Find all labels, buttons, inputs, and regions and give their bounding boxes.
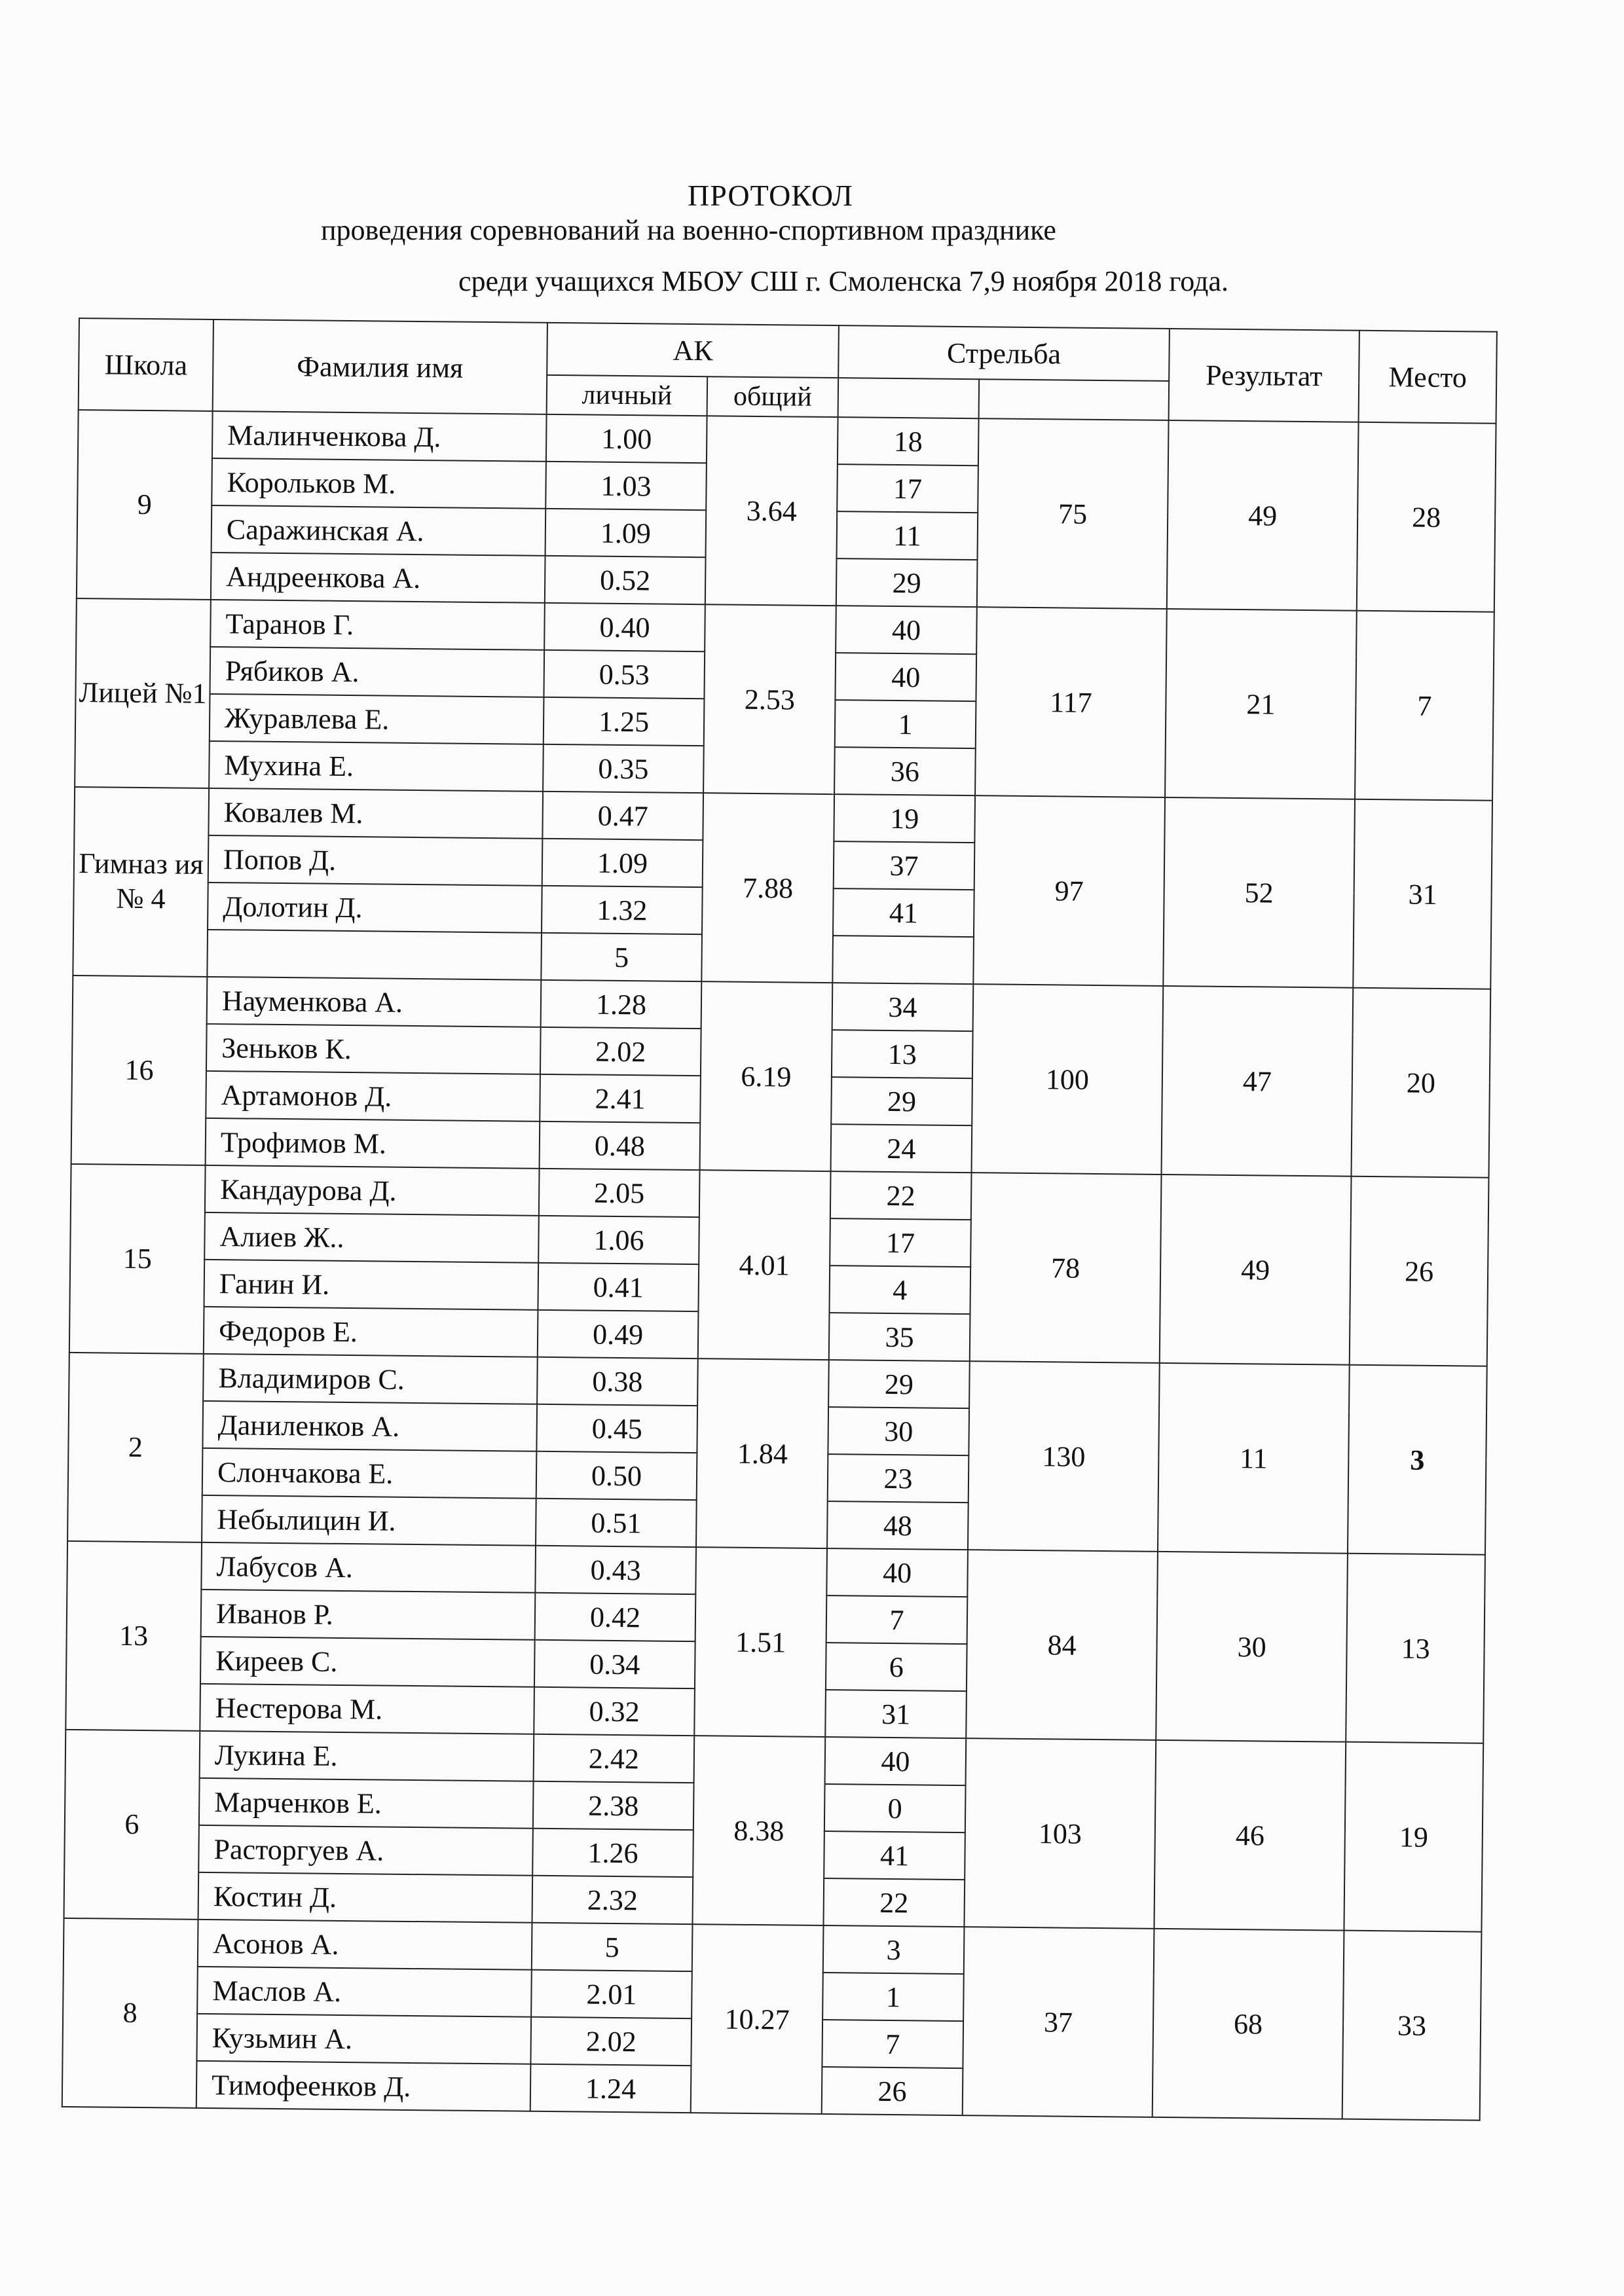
participant-name: Кандаурова Д. bbox=[205, 1165, 540, 1216]
shooting-personal-value: 11 bbox=[837, 511, 978, 560]
participant-name bbox=[207, 930, 542, 980]
shooting-personal-value: 29 bbox=[831, 1077, 972, 1125]
shooting-personal-value: 29 bbox=[836, 558, 978, 607]
ak-total-value: 1.84 bbox=[696, 1358, 829, 1548]
header-school: Школа bbox=[79, 318, 213, 411]
place-value: 26 bbox=[1350, 1176, 1489, 1366]
shooting-personal-value: 40 bbox=[835, 653, 976, 701]
shooting-personal-value: 13 bbox=[832, 1030, 973, 1078]
participant-name: Киреев С. bbox=[200, 1637, 535, 1687]
ak-personal-value: 1.03 bbox=[545, 462, 707, 510]
participant-name: Костин Д. bbox=[198, 1872, 533, 1923]
ak-personal-value: 1.09 bbox=[545, 509, 707, 557]
results-table-body bbox=[62, 410, 1496, 2121]
shooting-personal-value: 40 bbox=[825, 1737, 967, 1785]
ak-personal-value: 0.35 bbox=[543, 744, 704, 793]
ak-total-value: 10.27 bbox=[691, 1924, 824, 2114]
shooting-personal-value: 41 bbox=[824, 1831, 965, 1880]
ak-personal-value: 1.25 bbox=[544, 697, 705, 746]
shooting-personal-value: 35 bbox=[829, 1313, 970, 1361]
school-cell: Лицей №1 bbox=[75, 598, 211, 788]
ak-personal-value: 0.52 bbox=[545, 556, 706, 604]
school-cell: 16 bbox=[71, 975, 208, 1165]
participant-name: Попов Д. bbox=[208, 835, 543, 886]
shooting-personal-value: 30 bbox=[828, 1407, 969, 1455]
participant-name: Небылицин И. bbox=[202, 1495, 536, 1546]
school-cell: 9 bbox=[77, 410, 213, 600]
participant-name: Марченков Е. bbox=[199, 1778, 534, 1829]
ak-total-value: 4.01 bbox=[698, 1170, 831, 1360]
ak-personal-value: 1.28 bbox=[541, 980, 702, 1029]
ak-personal-value: 0.47 bbox=[542, 792, 703, 840]
ak-personal-value: 1.32 bbox=[542, 886, 703, 934]
place-value: 19 bbox=[1344, 1742, 1483, 1932]
shooting-total-value: 130 bbox=[968, 1361, 1160, 1552]
participant-name: Журавлева Е. bbox=[210, 694, 544, 744]
shooting-personal-value: 40 bbox=[826, 1548, 968, 1597]
ak-personal-value: 0.41 bbox=[538, 1263, 699, 1311]
shooting-personal-value bbox=[832, 936, 974, 984]
shooting-personal-value: 37 bbox=[834, 841, 975, 890]
ak-personal-value: 2.41 bbox=[540, 1074, 701, 1123]
shooting-personal-value: 17 bbox=[830, 1218, 971, 1267]
result-value: 46 bbox=[1154, 1740, 1346, 1931]
header-name: Фамилия имя bbox=[213, 319, 547, 414]
shooting-personal-value: 1 bbox=[835, 700, 976, 748]
participant-name: Владимиров С. bbox=[203, 1354, 538, 1404]
participant-name: Слончакова Е. bbox=[202, 1448, 537, 1499]
ak-personal-value: 0.51 bbox=[536, 1499, 697, 1547]
shooting-personal-value: 3 bbox=[823, 1925, 965, 1974]
ak-personal-value: 0.32 bbox=[534, 1687, 695, 1736]
participant-name: Науменкова А. bbox=[207, 977, 542, 1027]
shooting-personal-value: 17 bbox=[837, 464, 978, 513]
ak-personal-value: 0.45 bbox=[536, 1404, 697, 1453]
participant-name: Таранов Г. bbox=[210, 600, 545, 650]
shooting-personal-value: 6 bbox=[826, 1643, 967, 1691]
participant-name: Рябиков А. bbox=[210, 647, 544, 697]
result-value: 68 bbox=[1153, 1929, 1344, 2119]
shooting-personal-value: 0 bbox=[824, 1784, 966, 1832]
participant-name: Мухина Е. bbox=[209, 741, 544, 792]
participant-name: Лабусов А. bbox=[201, 1542, 536, 1593]
participant-name: Тимофеенков Д. bbox=[196, 2061, 531, 2111]
document-subtitle-line2: среди учащихся МБОУ СШ г. Смоленска 7,9 ноября 2018 года. bbox=[458, 265, 1228, 297]
participant-name: Зеньков К. bbox=[206, 1024, 541, 1074]
participant-name: Маслов А. bbox=[197, 1967, 532, 2017]
header-ak-total: общий bbox=[707, 376, 839, 417]
ak-total-value: 8.38 bbox=[692, 1736, 825, 1925]
ak-personal-value: 2.02 bbox=[540, 1027, 701, 1076]
ak-personal-value: 2.05 bbox=[539, 1169, 700, 1217]
participant-name: Саражинская А. bbox=[212, 505, 546, 556]
shooting-total-value: 84 bbox=[966, 1550, 1158, 1740]
place-value: 33 bbox=[1342, 1931, 1482, 2121]
shooting-personal-value: 1 bbox=[822, 1973, 964, 2021]
participant-name: Даниленков А. bbox=[202, 1401, 537, 1451]
place-value: 7 bbox=[1355, 611, 1494, 801]
participant-name: Ганин И. bbox=[204, 1260, 539, 1310]
shooting-total-value: 100 bbox=[972, 984, 1164, 1175]
ak-personal-value: 2.02 bbox=[530, 2017, 692, 2066]
ak-personal-value: 0.38 bbox=[537, 1357, 698, 1406]
school-cell: 13 bbox=[65, 1541, 202, 1731]
result-value: 49 bbox=[1167, 420, 1359, 611]
ak-personal-value: 0.40 bbox=[544, 603, 705, 651]
participant-name: Алиев Ж.. bbox=[204, 1212, 539, 1263]
document-title: ПРОТОКОЛ bbox=[688, 179, 853, 212]
participant-name: Асонов А. bbox=[198, 1920, 532, 1970]
school-cell: 15 bbox=[69, 1164, 206, 1354]
shooting-total-value: 75 bbox=[977, 418, 1169, 609]
school-cell: 2 bbox=[67, 1353, 204, 1542]
shooting-personal-value: 31 bbox=[825, 1690, 967, 1738]
ak-total-value: 1.51 bbox=[694, 1547, 827, 1737]
shooting-personal-value: 41 bbox=[833, 888, 974, 937]
shooting-total-value: 103 bbox=[964, 1738, 1156, 1929]
ak-personal-value: 1.06 bbox=[538, 1216, 699, 1264]
shooting-personal-value: 22 bbox=[830, 1171, 972, 1220]
ak-personal-value: 1.00 bbox=[546, 414, 707, 463]
ak-personal-value: 0.34 bbox=[534, 1640, 695, 1688]
results-table bbox=[62, 318, 1498, 2121]
participant-name: Иванов Р. bbox=[201, 1590, 536, 1640]
place-value: 31 bbox=[1353, 799, 1492, 989]
ak-personal-value: 2.01 bbox=[531, 1970, 692, 2018]
result-value: 52 bbox=[1163, 797, 1355, 988]
ak-personal-value: 5 bbox=[541, 933, 702, 981]
shooting-personal-value: 4 bbox=[829, 1266, 970, 1314]
ak-personal-value: 0.42 bbox=[535, 1593, 696, 1641]
ak-personal-value: 2.32 bbox=[532, 1876, 693, 1924]
place-value: 20 bbox=[1352, 988, 1491, 1178]
ak-personal-value: 0.50 bbox=[536, 1451, 697, 1500]
participant-name: Долотин Д. bbox=[208, 883, 542, 933]
school-cell: 6 bbox=[64, 1730, 200, 1920]
participant-name: Расторгуев А. bbox=[198, 1825, 533, 1876]
shooting-personal-value: 19 bbox=[834, 794, 975, 843]
participant-name: Лукина Е. bbox=[200, 1731, 534, 1781]
ak-total-value: 2.53 bbox=[703, 604, 836, 794]
shooting-total-value: 117 bbox=[975, 607, 1167, 797]
shooting-personal-value: 36 bbox=[834, 747, 976, 795]
shooting-personal-value: 24 bbox=[831, 1124, 972, 1173]
result-value: 21 bbox=[1165, 609, 1357, 799]
result-value: 30 bbox=[1156, 1552, 1348, 1742]
ak-personal-value: 0.53 bbox=[544, 650, 705, 699]
ak-personal-value: 2.38 bbox=[533, 1781, 694, 1830]
participant-name: Малинченкова Д. bbox=[212, 411, 547, 462]
participant-name: Кузьмин А. bbox=[196, 2014, 531, 2064]
header-shooting: Стрельба bbox=[838, 325, 1170, 381]
shooting-personal-value: 34 bbox=[832, 983, 974, 1031]
header-ak: АК bbox=[547, 323, 839, 378]
shooting-personal-value: 26 bbox=[822, 2067, 963, 2115]
ak-total-value: 3.64 bbox=[705, 416, 838, 606]
shooting-total-value: 78 bbox=[970, 1173, 1162, 1363]
shooting-personal-value: 23 bbox=[828, 1454, 969, 1503]
place-value: 13 bbox=[1346, 1554, 1485, 1743]
header-shooting-total bbox=[979, 379, 1170, 420]
participant-name: Артамонов Д. bbox=[206, 1071, 540, 1121]
place-value: 28 bbox=[1357, 422, 1496, 612]
participant-name: Федоров Е. bbox=[204, 1307, 538, 1357]
header-place: Место bbox=[1359, 331, 1497, 424]
ak-personal-value: 0.48 bbox=[540, 1121, 701, 1170]
participant-name: Ковалев М. bbox=[208, 788, 543, 839]
shooting-personal-value: 22 bbox=[823, 1878, 965, 1927]
shooting-personal-value: 18 bbox=[838, 417, 979, 465]
ak-personal-value: 1.24 bbox=[530, 2064, 692, 2113]
header-ak-personal: личный bbox=[547, 375, 708, 416]
result-value: 47 bbox=[1162, 986, 1354, 1176]
ak-personal-value: 1.09 bbox=[542, 839, 703, 887]
shooting-personal-value: 7 bbox=[826, 1595, 968, 1644]
header-result: Результат bbox=[1169, 329, 1359, 422]
ak-total-value: 7.88 bbox=[701, 793, 834, 983]
shooting-personal-value: 48 bbox=[827, 1501, 969, 1550]
shooting-personal-value: 40 bbox=[836, 606, 977, 654]
participant-name: Нестерова М. bbox=[200, 1684, 534, 1734]
shooting-total-value: 37 bbox=[963, 1927, 1154, 2117]
ak-personal-value: 2.42 bbox=[534, 1734, 695, 1783]
ak-total-value: 6.19 bbox=[700, 981, 833, 1171]
document-subtitle-line1: проведения соревнований на военно-спортивном празднике bbox=[321, 214, 1056, 246]
ak-personal-value: 0.49 bbox=[538, 1310, 699, 1358]
school-cell: 8 bbox=[62, 1918, 198, 2108]
shooting-personal-value: 7 bbox=[822, 2020, 963, 2068]
shooting-total-value: 97 bbox=[973, 795, 1165, 986]
ak-personal-value: 0.43 bbox=[535, 1546, 696, 1594]
participant-name: Трофимов М. bbox=[206, 1118, 540, 1169]
result-value: 49 bbox=[1160, 1175, 1352, 1365]
ak-personal-value: 1.26 bbox=[532, 1829, 693, 1877]
school-cell: Гимназ ия № 4 bbox=[73, 787, 209, 977]
header-shooting-personal bbox=[838, 378, 980, 418]
participant-name: Корольков М. bbox=[212, 458, 546, 509]
result-value: 11 bbox=[1158, 1363, 1350, 1554]
ak-personal-value: 5 bbox=[532, 1923, 693, 1971]
participant-name: Андреенкова А. bbox=[211, 553, 545, 603]
place-value: 3 bbox=[1348, 1365, 1487, 1555]
shooting-personal-value: 29 bbox=[828, 1360, 970, 1408]
